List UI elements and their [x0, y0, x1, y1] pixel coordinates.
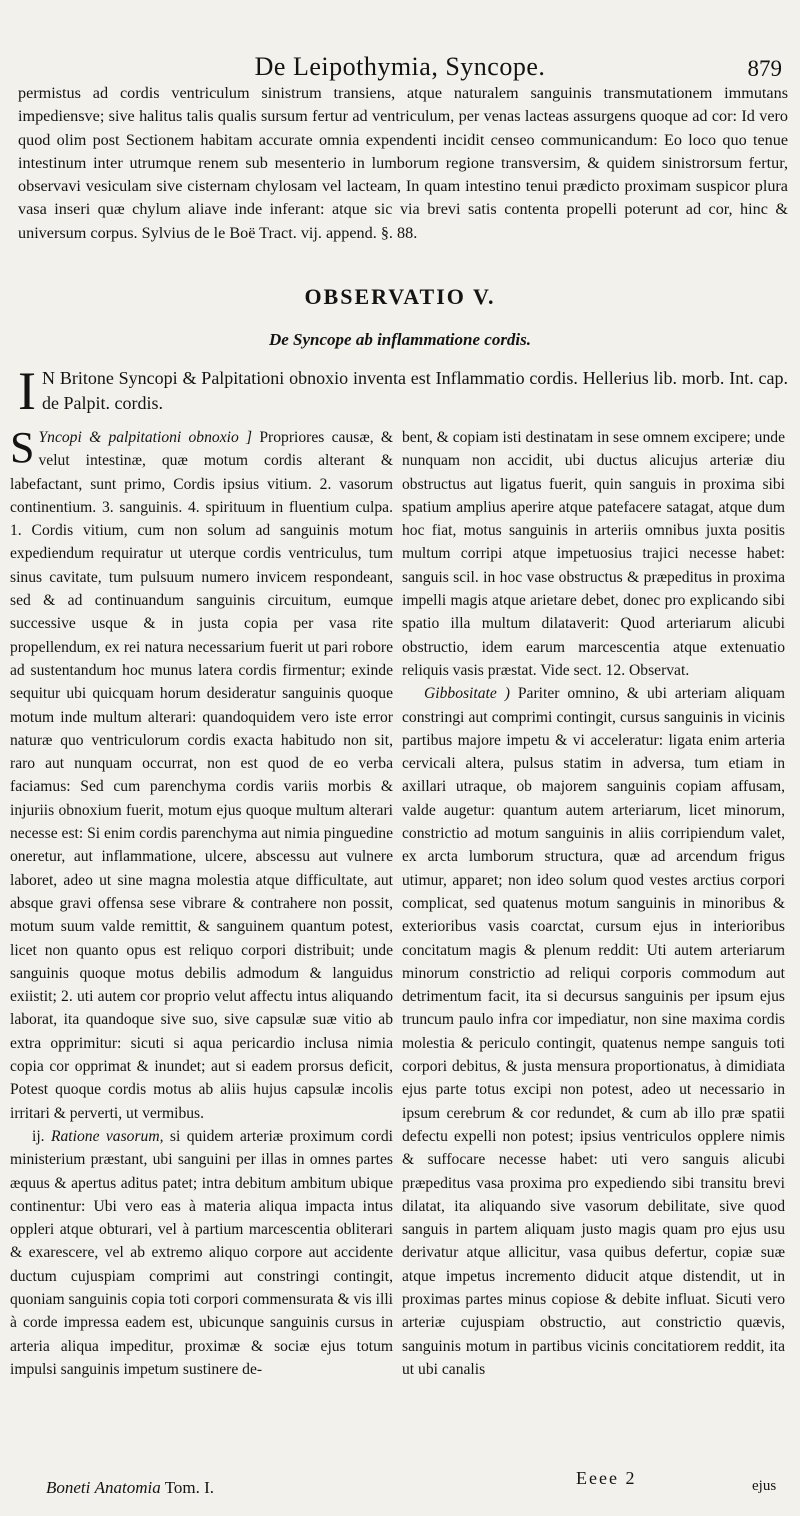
catchword: ejus [752, 1478, 777, 1494]
left-column [10, 426, 393, 1451]
left-p1-lead: Yncopi & palpitationi obnoxio ] [38, 429, 253, 446]
intro-paragraph: permistus ad cordis ventriculum sinistrum transiens, atque naturalem sanguinis transmutationem immutans impediensve; sive halitus talis qualis sursum fertur ad ventriculum, per venas lacteas assurgens quoque ad cor: Id vero quod olim post Sectionem habitam accurate omnia expendenti incidit censeo communicandum: Eo loco quo tenue intestinum inter utrumque renem sub mesenterio in lumborum regione transversim, & quidem sinistrorsum fertur, observavi vesiculam sive cisternam chylosam vel lacteam, In quam intestino tenui prædicto proximam suspicor plura vasa inseri quæ chylum aliave inde inferant: atque sic via brevi satis contenta propelli poterunt ad cor, hinc & universum corpus. Sylvius de le Boë Tract. vij. append. §. 88. [18, 84, 788, 242]
signature-mark: Eeee 2 [576, 1468, 637, 1488]
page-number: 879 [747, 56, 782, 81]
left-paragraph-2 [10, 1125, 393, 1381]
page-footer [0, 1468, 800, 1508]
left-p1-text: Propriores causæ, & velut intestinæ, quæ motum cordis alterant & labefactant, sunt primo, Cordis ipsius vitium. 2. vasorum continentium. 3. sanguinis. 4. spirituum in fluentium culpa. 1. Cordis vitium, cum non solum ad sanguinis motum expediendum requiratur ut uterque cordis ventriculus, tum sinus cavitate, tum pulsuum numero invicem respondeant, sed & ad continuandum sanguinis circuitum, eumque successive usque & in justa copia per vasa rite propellendum, ex rei natura necessarium fuerit ut pari robore ad sustentandum hoc munus latera cordis firmentur; exinde sequitur ubi quicquam horum desideratur sanguinis quoque motum inde multum alterari: quandoquidem vero iste error naturæ quo ventriculorum cordis exacta habitudo non sit, raro aut nunquam occurrat, non est quod de eo verba faciamus: Sed cum parenchyma cordis variis morbis & injuriis obnoxium fuerit, motum ejus quoque multum alterari necesse est: Si enim cordis parenchyma aut nimia pinguedine oneretur, aut inflammatione, ulcere, abscessu aut vulnere laboret, adeo ut sine magna molestia atque difficultate, aut absque gravi offensa sese vibrare & contrahere non possit, motum suum valde remittit, & sanguinem quantum potest, licet non quanto opus est reliquo corpori distribuit; unde sanguinis quoque motus debilis admodum & languidus exiistit; 2. uti autem cor proprio velut affectu intus aliquando laborat, ita quandoque sive suo, sive capsulæ suæ vitio ab extra opprimitur: sicuti si aqua pericardio inclusa nimia copia cor opprimat & inundet; aut si eadem prorsus deficit, Potest quoque cordis motus ab aliis hujus capsulæ incolis irritari & perverti, ut vermibus. [10, 429, 393, 1122]
observation-title: OBSERVATIO V. [304, 284, 496, 309]
left-p2-text: si quidem arteriæ proximum cordi ministerium præstant, ubi sanguini per illas in omnes partes æquus & apertus aditus patet; intra debitum ambitum ubique continentur: Ubi vero eas à materia aliqua impacta intus oppleri atque obturari, vel à partium marcescentia obliterari & exarescere, vel ab extremo aliquo corpore aut accidente ductum cujuspiam comprimi aut constringi contingit, quoniam sanguinis copia toti corpori commensurata & vis illi à corde impressa eadem est, ubicunque sanguinis cursus in arteria aliqua impeditur, proximæ & sociæ ejus totum impulsi sanguinis impetum sustinere de- [10, 1127, 393, 1378]
observation-subtitle: De Syncope ab inflammatione cordis. [268, 330, 532, 349]
running-title: De Leipothymia, Syncope. [254, 52, 546, 81]
right-p2-lead: Gibbositate ) [424, 685, 510, 703]
right-paragraph-2 [402, 682, 785, 1381]
abstract-drop-cap: I [18, 361, 36, 421]
right-paragraph-1: bent, & copiam isti destinatam in sese omnem excipere; unde nunquam non accidit, ubi ductus alicujus arteriæ diu obstructus aut ligatus fuerit, quin sanguis in proxima sibi spatium amplius aperire atque patefacere satagat, atque dum hoc fiat, motus sanguinis in arteriis omnibus juxta positis multum corripi atque impetuosius trajici necesse habet: sanguis scil. in hoc vase obstructus & præpeditus in proxima impelli magis atque arietare debet, donec pro explicando sibi spatio illa multum dilataverit: Quod arteriarum alicubi obstructio, idem earum marcescentia atque extenuatio reliquis vasis præstat. Vide sect. 12. Observat. [402, 429, 785, 679]
left-p2-number: ij. [32, 1127, 45, 1145]
footer-book-title [46, 1478, 214, 1498]
observation-abstract [18, 361, 788, 421]
footer-volume: Tom. I. [164, 1478, 215, 1497]
commentary-drop-cap: S [10, 426, 35, 472]
right-column [402, 426, 785, 1451]
abstract-text: N Britone Syncopi & Palpitationi obnoxio inventa est Inflammatio cordis. Hellerius lib. morb. Int. cap. de Palpit. cordis. [41, 368, 788, 413]
left-p2-lead: Ratione vasorum, [50, 1127, 164, 1145]
footer-author: Boneti [46, 1478, 91, 1497]
footer-work: Anatomia [94, 1478, 161, 1497]
right-p2-text: Pariter omnino, & ubi arteriam aliquam constringi aut comprimi contingit, cursus sanguinis in vicinis partibus majore impetu & vi acceleratur: ligata enim arteria cervicali altera, pulsus statim in adversa, tum etiam in axillari utraque, ob majorem sanguinis copiam affusam, valde augetur: quantum autem arteriarum, licet minorum, constrictio ad motum sanguinis in aliis corripiendum valet, ex arcta lumborum structura, quæ ad arcendum frigus utimur, apparet; non ideo solum quod vestes arctius corpori complicat, sed quatenus motum sanguinis in minoribus & exterioribus vasis coarctat, cursum ejus in interioribus concitatum magis & plenum reddit: Uti autem arteriarum minorum constrictio ad reliqui corporis commodum aut detrimentum facit, ita si decursus sanguinis per ipsum ejus truncum paulo infra cor impediatur, non sine maxima cordis molestia & periculo contingit, quatenus nempe sanguis toti corpori debitus, & justa mensura proportionatus, à dimidiata ejus parte totus excipi non potest, adeo ut necessario in ipsum cerebrum & cor redundet, & cum ab illo præ spatii defectu expelli non potest; ipsius ventriculos opplere nimis & suffocare necesse habet: uti vero sanguis alicubi præpeditus vasa proxima pro expediendo sibi transitu brevi dilatat, ita aliquando sive vasorum debilitate, sive quod sanguis in partem aliquam justo magis quam pro ejus usu derivatur atque allicitur, vasa quibus defertur, copiæ suæ atque impetus incremento diducit atque distendit, ut in proximas partes minus copiose & debite influat. Sicuti vero arteriæ cujuspiam obstructio, aut constrictio quævis, sanguinis motum in partibus vicinis concitatiorem reddit, ita ut ubi canalis [402, 685, 785, 1378]
left-paragraph-1 [10, 426, 393, 1125]
